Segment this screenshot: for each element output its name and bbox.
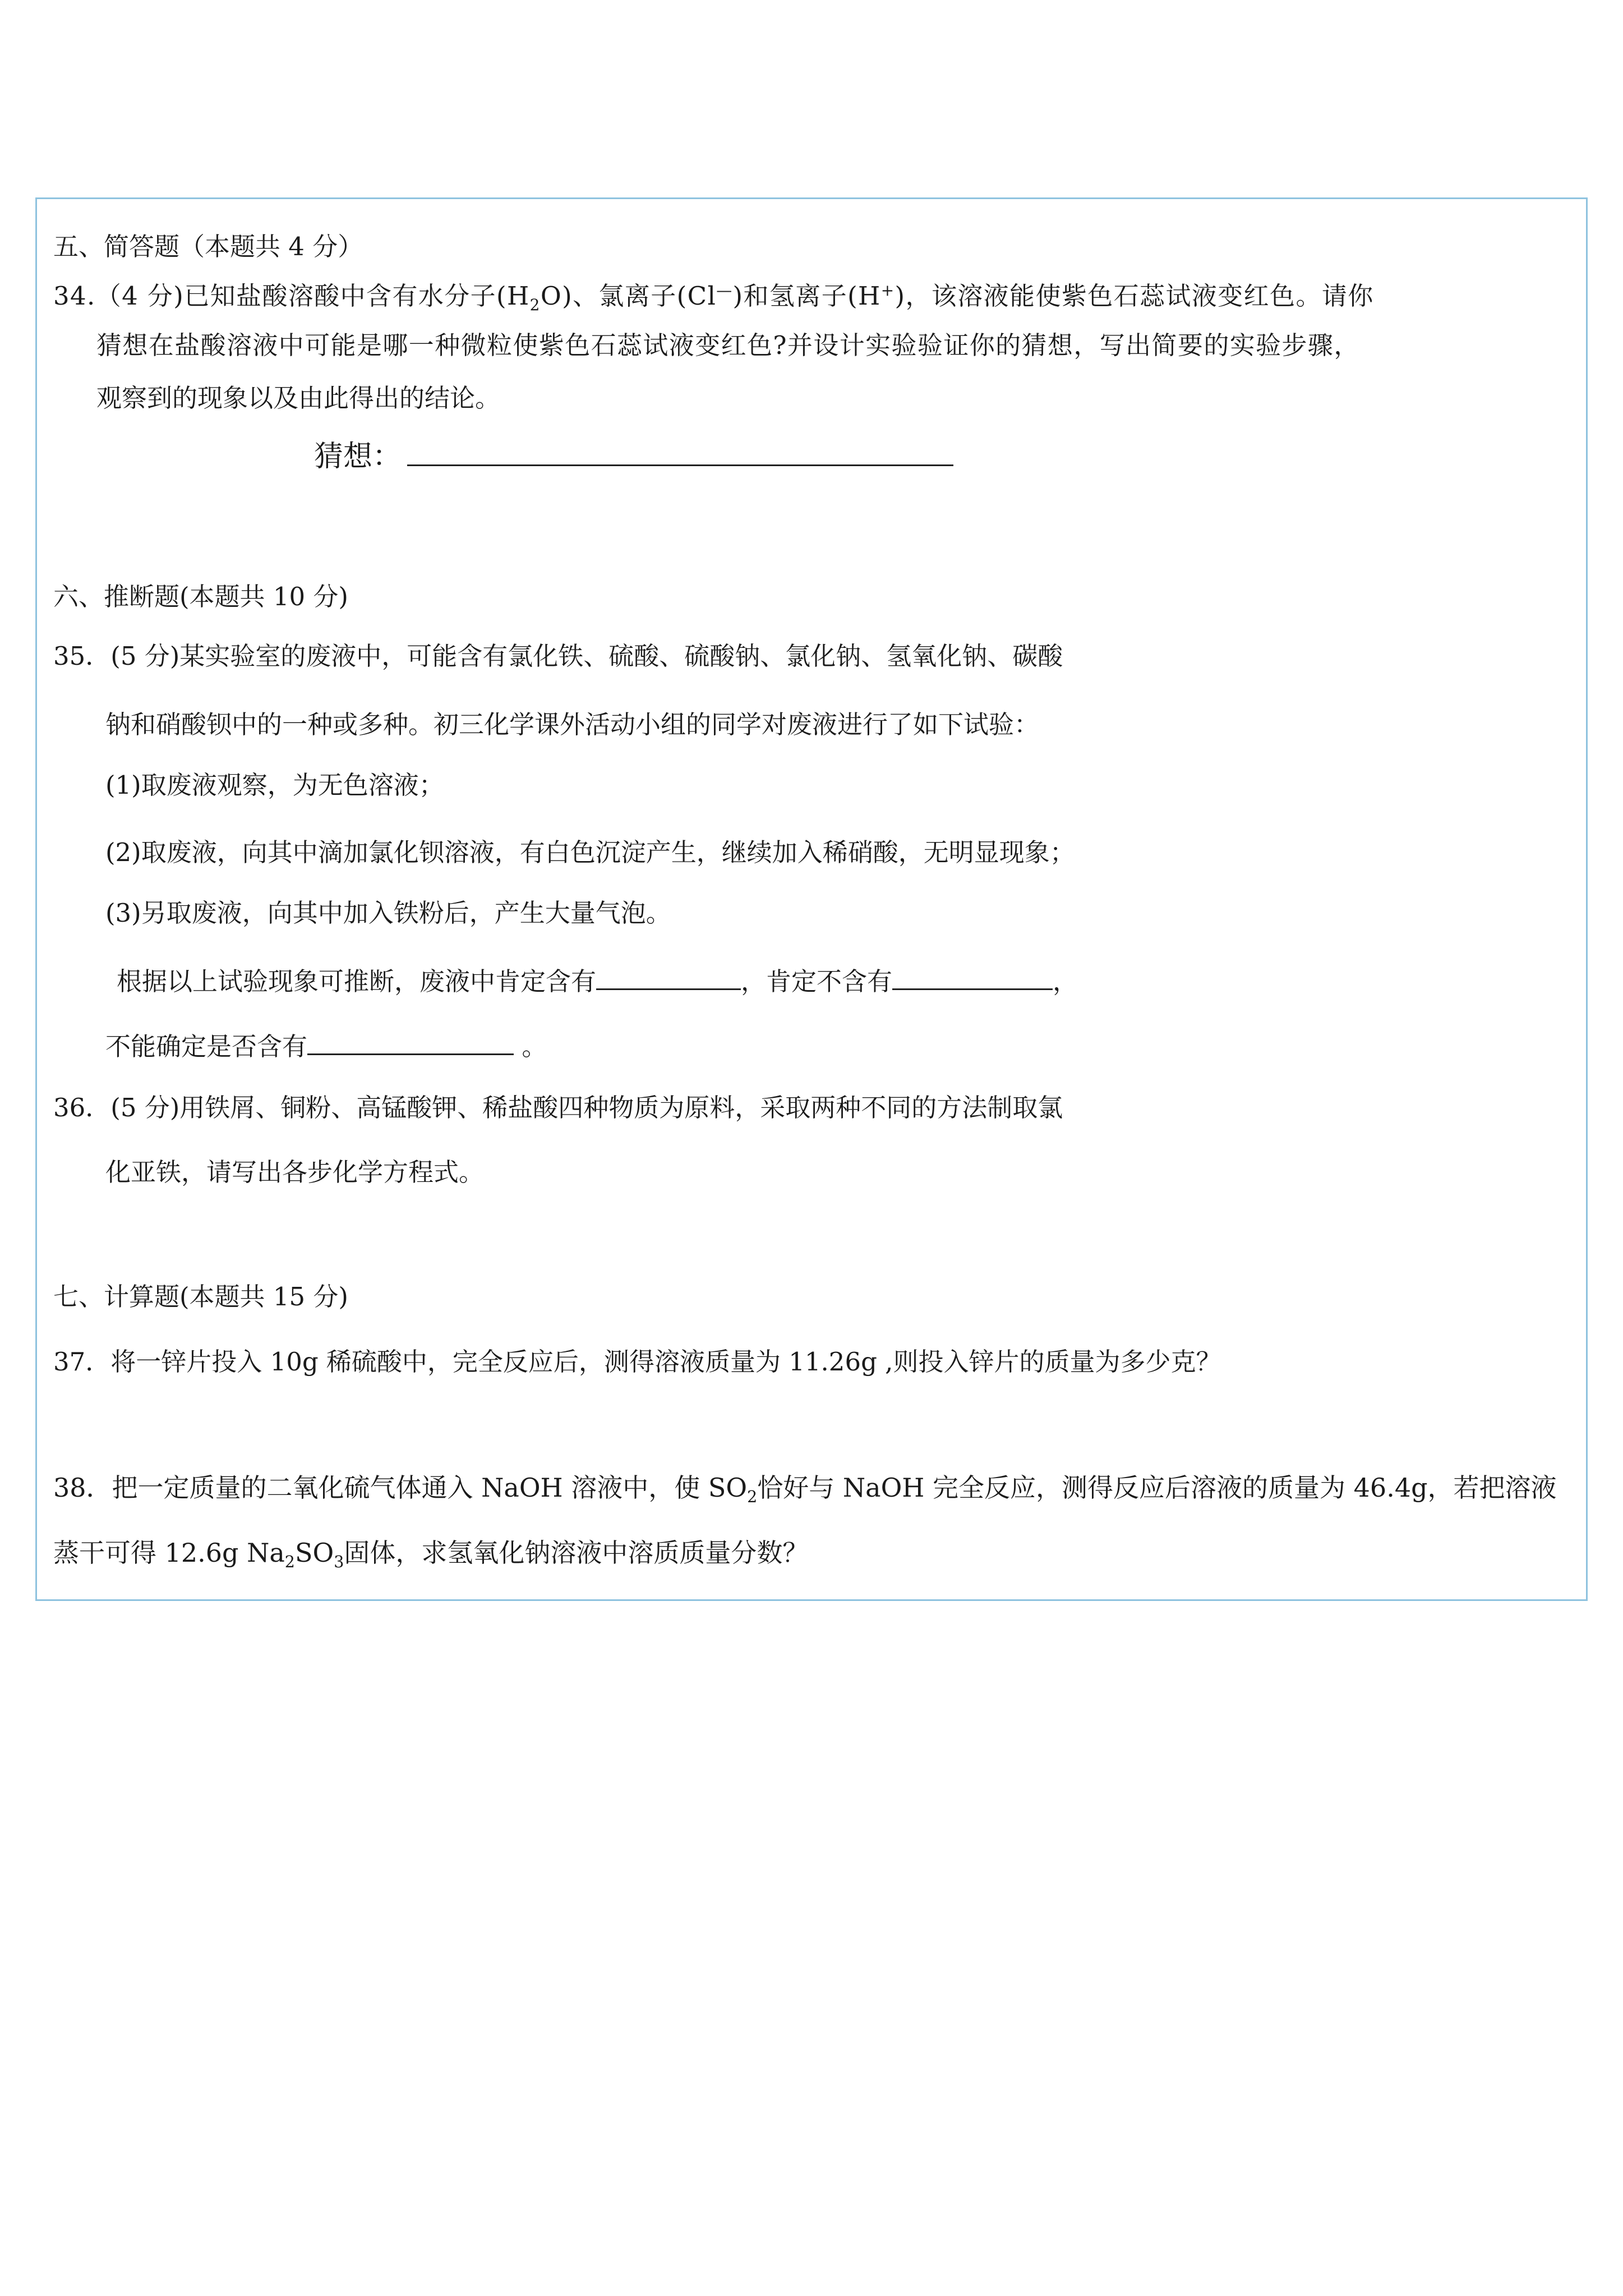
q35-inference-line2: 不能确定是否含有 。: [105, 1028, 547, 1064]
section7-heading: 七、计算题(本题共 15 分): [53, 1282, 348, 1312]
q35-line2: 钠和硝酸钡中的一种或多种。初三化学课外活动小组的同学对废液进行了如下试验：: [105, 710, 1040, 739]
q34-line1: 34.（4 分)已知盐酸溶酸中含有水分子$(H_2O)$、氯离子(Cl—)和氢离子(H+)，该溶液能使紫色石蕊试液变红色。请你: [53, 281, 1374, 314]
q35-line1: 35．(5 分)某实验室的废液中，可能含有氯化铁、硫酸、硫酸钠、氯化钠、氢氧化钠、碳酸: [53, 641, 1063, 671]
q34-line2: 猜想在盐酸溶液中可能是哪一种微粒使紫色石蕊试液变红色?并设计实验验证你的猜想，写出简要的实验步骤，: [96, 330, 1360, 360]
uncertain-answer-blank[interactable]: [307, 1028, 514, 1055]
q36-line2: 化亚铁，请写出各步化学方程式。: [105, 1157, 485, 1187]
section5-heading: 五、简答题（本题共 4 分）: [53, 232, 363, 261]
present-answer-blank[interactable]: [596, 963, 741, 990]
q35-step1: (1)取废液观察，为无色溶液；: [105, 770, 444, 800]
section6-heading: 六、推断题(本题共 10 分): [53, 582, 348, 611]
q34-line3: 观察到的现象以及由此得出的结论。: [96, 383, 501, 413]
q37: 37．将一锌片投入 10g 稀硫酸中，完全反应后，测得溶液质量为 11.26g ,则投入锌片的质量为多少克？: [53, 1347, 1221, 1377]
q34-guess: [314, 439, 953, 473]
q36-line1: 36．(5 分)用铁屑、铜粉、高锰酸钾、稀盐酸四种物质为原料，采取两种不同的方法制取氯: [53, 1093, 1063, 1122]
q38-line2: 蒸干可得 12.6g $Na_2SO_3$固体，求氢氧化钠溶液中溶质质量分数？: [53, 1538, 809, 1572]
guess-answer-blank[interactable]: [407, 439, 953, 466]
guess-label: 猜想：: [314, 440, 402, 473]
q38-line1: 38．把一定质量的二氧化硫气体通入 NaOH 溶液中，使 $SO_2$恰好与 NaOH 完全反应，测得反应后溶液的质量为 46.4g，若把溶液: [53, 1473, 1557, 1507]
q35-step3: (3)另取废液，向其中加入铁粉后，产生大量气泡。: [105, 898, 671, 928]
absent-answer-blank[interactable]: [892, 963, 1053, 990]
q35-inference-line1: 根据以上试验现象可推断，废液中肯定含有 ，肯定不含有 ，: [117, 963, 1078, 999]
q35-step2: (2)取废液，向其中滴加氯化钡溶液，有白色沉淀产生，继续加入稀硝酸，无明显现象；: [105, 838, 1075, 867]
